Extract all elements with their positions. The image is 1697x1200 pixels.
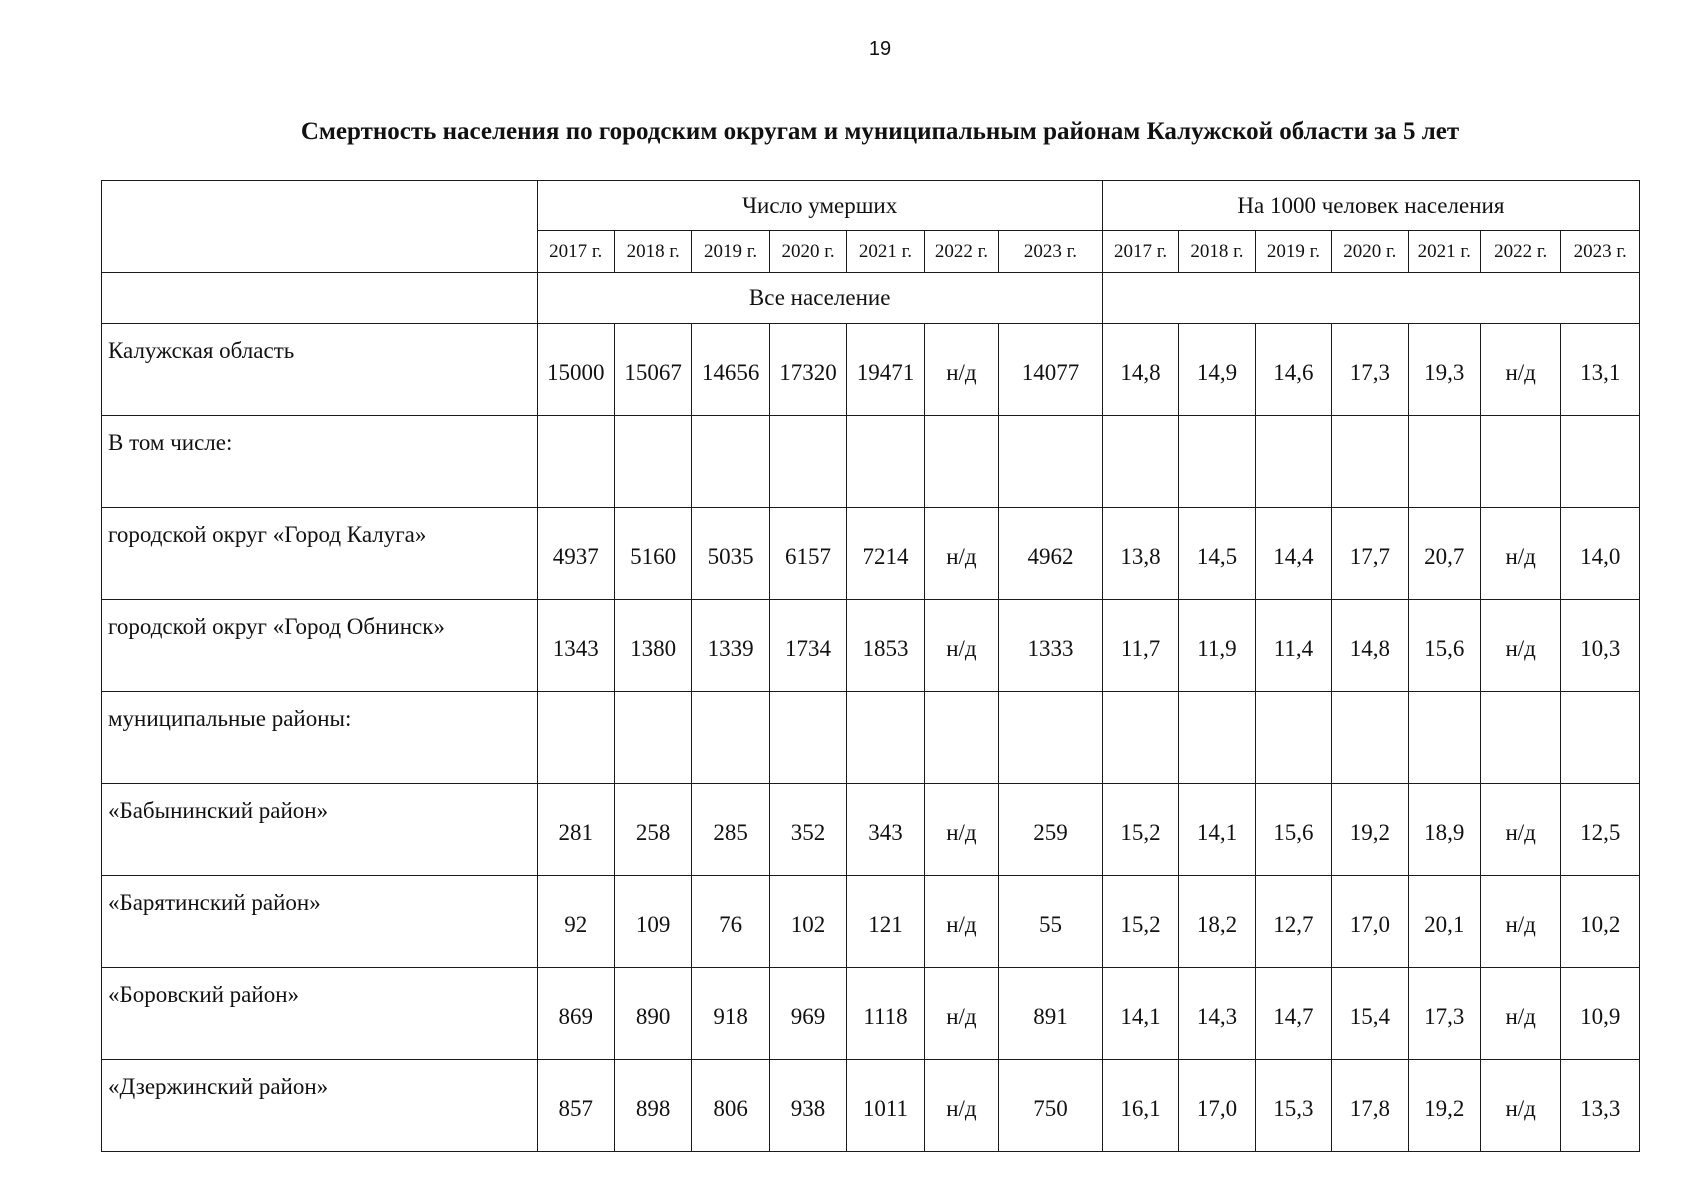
table-cell: 18,2: [1179, 876, 1255, 968]
table-cell: [692, 416, 769, 508]
table-cell: 16,1: [1102, 1060, 1178, 1152]
table-cell: [537, 416, 614, 508]
table-cell: 14,3: [1179, 968, 1255, 1060]
table-cell: н/д: [924, 1060, 998, 1152]
table-cell: 343: [847, 784, 924, 876]
row-label: городской округ «Город Обнинск»: [102, 600, 538, 692]
year-header: 2017 г.: [1102, 231, 1178, 273]
table-cell: 17,0: [1332, 876, 1408, 968]
table-cell: [1408, 416, 1480, 508]
table-cell: [999, 416, 1103, 508]
table-cell: 14,4: [1255, 508, 1331, 600]
table-cell: 76: [692, 876, 769, 968]
table-cell: 13,8: [1102, 508, 1178, 600]
table-cell: 7214: [847, 508, 924, 600]
table-cell: 806: [692, 1060, 769, 1152]
table-row: [102, 784, 1640, 876]
table-cell: 55: [999, 876, 1103, 968]
table-cell: 19,2: [1408, 1060, 1480, 1152]
table-cell: 17,3: [1408, 968, 1480, 1060]
group-header-deaths: Число умерших: [537, 181, 1102, 231]
table-cell: [1480, 692, 1560, 784]
row-label: «Барятинский район»: [102, 876, 538, 968]
table-cell: 4937: [537, 508, 614, 600]
table-cell: 15,3: [1255, 1060, 1331, 1152]
page-title: Смертность населения по городским округам и муниципальным районам Калужской области за 5 лет: [300, 118, 1460, 145]
table-cell: 14,9: [1179, 324, 1255, 416]
table-cell: 14,1: [1102, 968, 1178, 1060]
table-cell: 938: [769, 1060, 846, 1152]
table-cell: 1853: [847, 600, 924, 692]
section-empty: [1102, 273, 1639, 324]
table-cell: 12,5: [1561, 784, 1640, 876]
table-cell: 14,5: [1179, 508, 1255, 600]
table-cell: 11,9: [1179, 600, 1255, 692]
table-cell: 17320: [769, 324, 846, 416]
table-cell: 11,4: [1255, 600, 1331, 692]
table-cell: 5035: [692, 508, 769, 600]
table-cell: 1333: [999, 600, 1103, 692]
row-label: муниципальные районы:: [102, 692, 538, 784]
table-cell: 869: [537, 968, 614, 1060]
year-header: 2022 г.: [924, 231, 998, 273]
table-row: [102, 508, 1640, 600]
table-cell: [1480, 416, 1560, 508]
table-cell: н/д: [1480, 1060, 1560, 1152]
row-label: «Боровский район»: [102, 968, 538, 1060]
table-cell: 6157: [769, 508, 846, 600]
row-label: городской округ «Город Калуга»: [102, 508, 538, 600]
table-cell: н/д: [924, 508, 998, 600]
table-cell: 14,7: [1255, 968, 1331, 1060]
table-cell: 12,7: [1255, 876, 1331, 968]
table-cell: [1561, 692, 1640, 784]
table-cell: [1332, 416, 1408, 508]
table-cell: 15067: [614, 324, 691, 416]
table-cell: [847, 692, 924, 784]
table-cell: 1011: [847, 1060, 924, 1152]
table-cell: 20,7: [1408, 508, 1480, 600]
table-cell: 1734: [769, 600, 846, 692]
table-cell: [692, 692, 769, 784]
table-row: [102, 876, 1640, 968]
table-cell: 969: [769, 968, 846, 1060]
row-label: «Бабынинский район»: [102, 784, 538, 876]
corner-cell: [102, 181, 538, 273]
table-cell: 121: [847, 876, 924, 968]
table-cell: 102: [769, 876, 846, 968]
table-cell: 11,7: [1102, 600, 1178, 692]
table-cell: 1339: [692, 600, 769, 692]
table-cell: 17,3: [1332, 324, 1408, 416]
page-number: 19: [868, 38, 892, 60]
year-header: 2023 г.: [1561, 231, 1640, 273]
year-header: 2021 г.: [1408, 231, 1480, 273]
table-cell: [1102, 692, 1178, 784]
table-cell: 14656: [692, 324, 769, 416]
table-cell: 15,2: [1102, 784, 1178, 876]
table-cell: [1179, 692, 1255, 784]
table-cell: 19471: [847, 324, 924, 416]
table-cell: н/д: [924, 876, 998, 968]
table-cell: н/д: [924, 784, 998, 876]
table-cell: [1179, 416, 1255, 508]
table-cell: 918: [692, 968, 769, 1060]
table-row: [102, 968, 1640, 1060]
table-cell: н/д: [1480, 508, 1560, 600]
table-cell: 13,1: [1561, 324, 1640, 416]
table-cell: н/д: [1480, 876, 1560, 968]
table-cell: [537, 692, 614, 784]
table-cell: н/д: [924, 600, 998, 692]
table-cell: [769, 692, 846, 784]
mortality-table: [101, 180, 1640, 1152]
table-cell: 17,0: [1179, 1060, 1255, 1152]
table-cell: 15,2: [1102, 876, 1178, 968]
year-header: 2020 г.: [1332, 231, 1408, 273]
table-cell: н/д: [924, 968, 998, 1060]
row-label: «Дзержинский район»: [102, 1060, 538, 1152]
table-cell: 1118: [847, 968, 924, 1060]
table-cell: 10,9: [1561, 968, 1640, 1060]
table-cell: [1102, 416, 1178, 508]
table-cell: 750: [999, 1060, 1103, 1152]
year-header: 2022 г.: [1480, 231, 1560, 273]
table-cell: 5160: [614, 508, 691, 600]
table-cell: 898: [614, 1060, 691, 1152]
table-cell: 259: [999, 784, 1103, 876]
year-header: 2018 г.: [614, 231, 691, 273]
table-cell: 13,3: [1561, 1060, 1640, 1152]
table-cell: 1343: [537, 600, 614, 692]
table-cell: 15,4: [1332, 968, 1408, 1060]
table-cell: 109: [614, 876, 691, 968]
table-cell: [1332, 692, 1408, 784]
table-cell: 15000: [537, 324, 614, 416]
year-header: 2019 г.: [692, 231, 769, 273]
table-cell: 19,2: [1332, 784, 1408, 876]
table-cell: 19,3: [1408, 324, 1480, 416]
table-cell: 352: [769, 784, 846, 876]
table-row: [102, 416, 1640, 508]
table-cell: 15,6: [1255, 784, 1331, 876]
table-cell: 14,6: [1255, 324, 1331, 416]
row-label: Калужская область: [102, 324, 538, 416]
table-row: [102, 600, 1640, 692]
table-cell: 4962: [999, 508, 1103, 600]
table-cell: н/д: [1480, 600, 1560, 692]
table-cell: 15,6: [1408, 600, 1480, 692]
table-cell: н/д: [924, 324, 998, 416]
table-row: [102, 692, 1640, 784]
table-cell: 258: [614, 784, 691, 876]
table-cell: [769, 416, 846, 508]
table-cell: [999, 692, 1103, 784]
table-cell: 890: [614, 968, 691, 1060]
table-row: [102, 1060, 1640, 1152]
table-cell: 891: [999, 968, 1103, 1060]
year-header: 2023 г.: [999, 231, 1103, 273]
table-cell: 10,2: [1561, 876, 1640, 968]
table-cell: [1408, 692, 1480, 784]
group-header-per-1000: На 1000 человек населения: [1102, 181, 1639, 231]
table-cell: 10,3: [1561, 600, 1640, 692]
table-cell: 18,9: [1408, 784, 1480, 876]
table-cell: [1255, 692, 1331, 784]
table-cell: [1255, 416, 1331, 508]
row-label: В том числе:: [102, 416, 538, 508]
group-header-row: [102, 181, 1640, 231]
year-header: 2017 г.: [537, 231, 614, 273]
section-row: [102, 273, 1640, 324]
table-cell: 14,8: [1332, 600, 1408, 692]
table-cell: 92: [537, 876, 614, 968]
section-label: Все население: [537, 273, 1102, 324]
table-cell: 17,7: [1332, 508, 1408, 600]
table-cell: 17,8: [1332, 1060, 1408, 1152]
year-header: 2018 г.: [1179, 231, 1255, 273]
table-cell: н/д: [1480, 324, 1560, 416]
table-row: [102, 324, 1640, 416]
table-cell: [924, 416, 998, 508]
table-cell: н/д: [1480, 784, 1560, 876]
table-cell: [924, 692, 998, 784]
table-cell: [847, 416, 924, 508]
table-cell: 14,8: [1102, 324, 1178, 416]
table-cell: 281: [537, 784, 614, 876]
table-cell: [1561, 416, 1640, 508]
table-cell: [614, 416, 691, 508]
section-label-spacer: [102, 273, 538, 324]
table-cell: 14077: [999, 324, 1103, 416]
year-header: 2020 г.: [769, 231, 846, 273]
table-cell: 20,1: [1408, 876, 1480, 968]
table-cell: 285: [692, 784, 769, 876]
table-cell: 1380: [614, 600, 691, 692]
table-cell: 14,0: [1561, 508, 1640, 600]
table-cell: 857: [537, 1060, 614, 1152]
table-cell: 14,1: [1179, 784, 1255, 876]
table-cell: [614, 692, 691, 784]
year-header: 2019 г.: [1255, 231, 1331, 273]
year-header: 2021 г.: [847, 231, 924, 273]
table-cell: н/д: [1480, 968, 1560, 1060]
